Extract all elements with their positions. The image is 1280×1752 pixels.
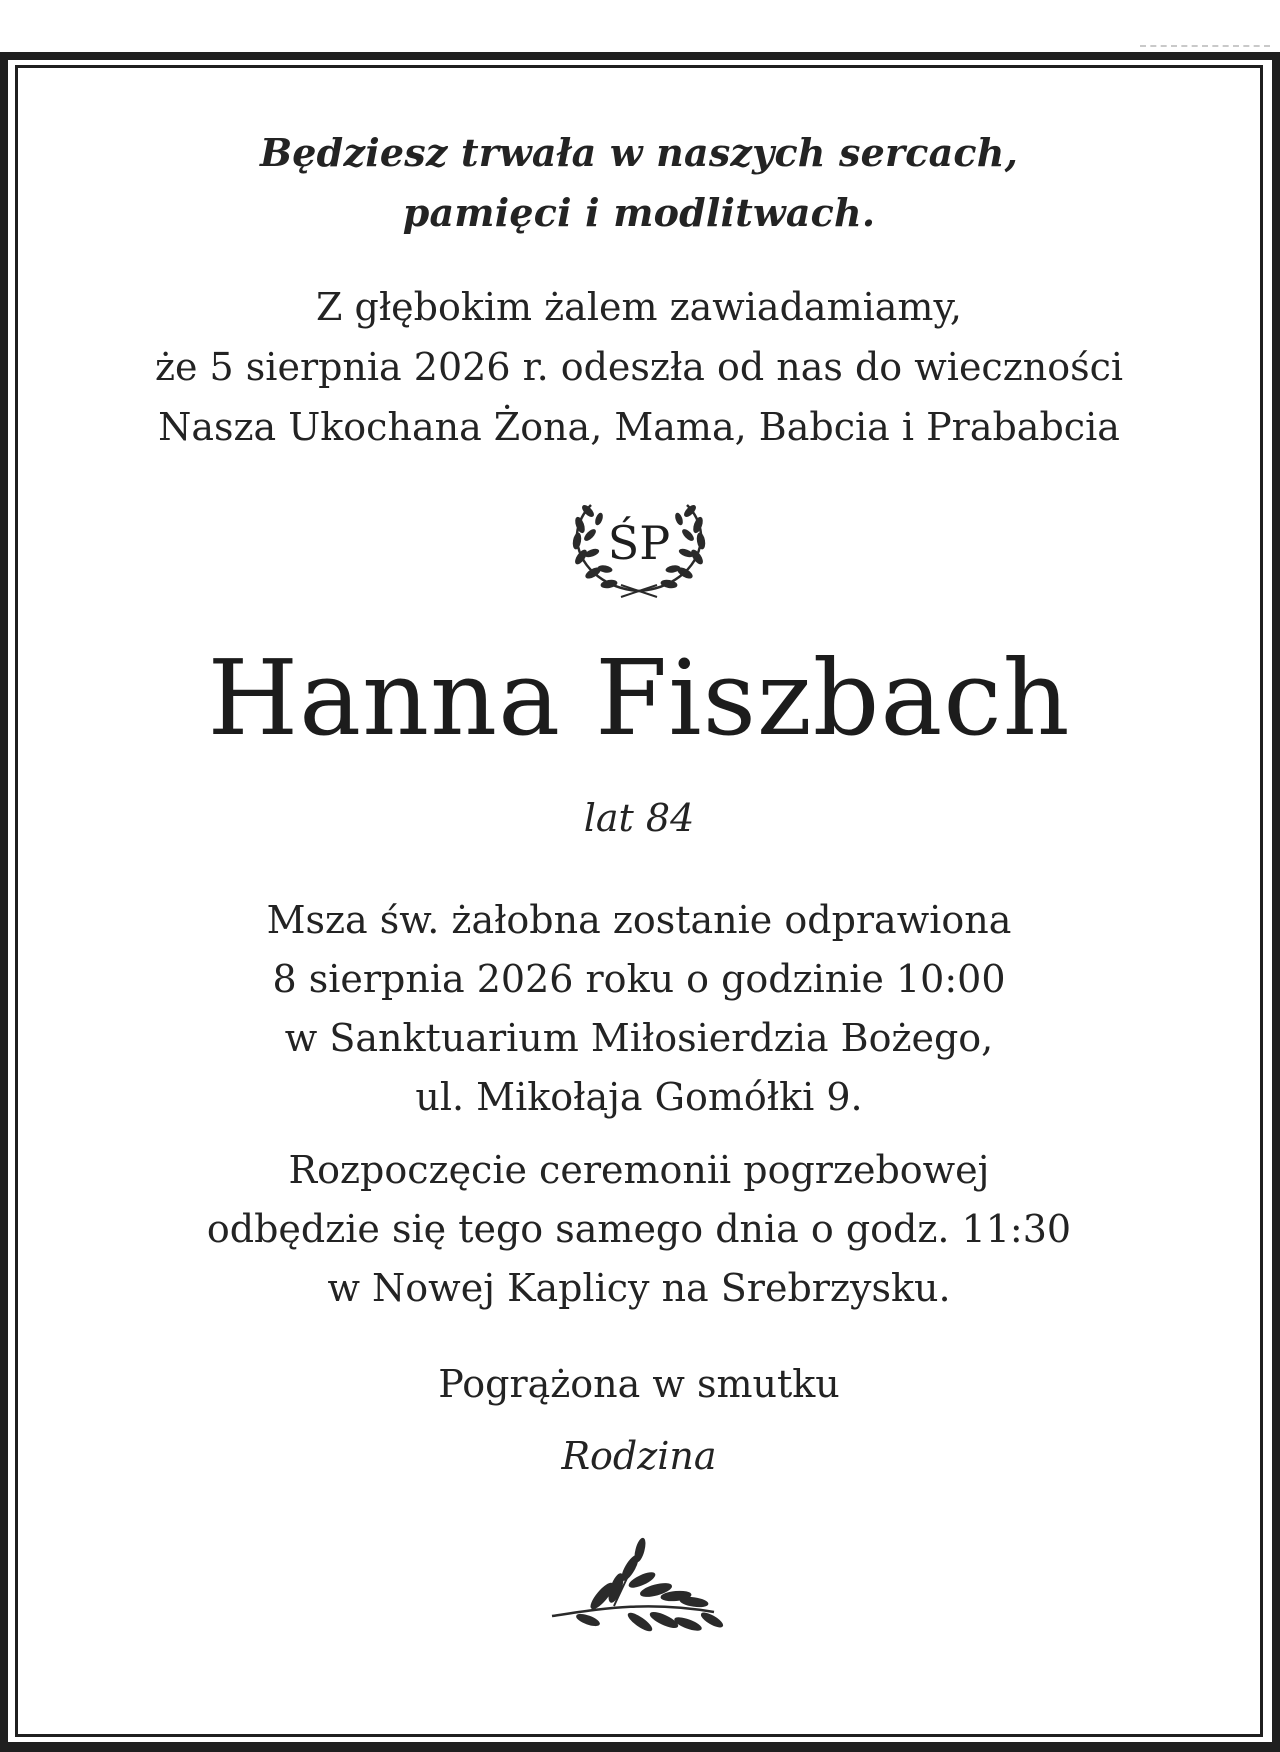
- olive-branch-ornament: [544, 1534, 734, 1644]
- sp-abbreviation: ŚP: [607, 516, 671, 570]
- mourning-phrase: Pogrążona w smutku: [438, 1362, 840, 1406]
- motto: [18, 123, 1260, 243]
- mass-line: w Sanktuarium Miłosierdzia Bożego,: [284, 1016, 994, 1060]
- mass-line: 8 sierpnia 2026 roku o godzinie 10:00: [272, 957, 1006, 1001]
- mass-line: Msza św. żałobna zostanie odprawiona: [266, 898, 1012, 942]
- deceased-name: Hanna Fiszbach: [207, 637, 1071, 759]
- ceremony-details: [18, 1141, 1260, 1318]
- ceremony-line: w Nowej Kaplicy na Srebrzysku.: [327, 1266, 951, 1310]
- ceremony-line: Rozpoczęcie ceremonii pogrzebowej: [288, 1148, 990, 1192]
- announcement-line: Nasza Ukochana Żona, Mama, Babcia i Prababcia: [158, 405, 1120, 449]
- olive-branch-icon: [544, 1534, 734, 1644]
- mass-line: ul. Mikołaja Gomółki 9.: [415, 1075, 863, 1119]
- obituary-notice: [18, 68, 1260, 1644]
- announcement: [18, 277, 1260, 457]
- motto-line: pamięci i modlitwach.: [402, 190, 876, 235]
- announcement-line: Z głębokim żalem zawiadamiamy,: [316, 285, 962, 329]
- ceremony-line: odbędzie się tego samego dnia o godz. 11:30: [206, 1207, 1072, 1251]
- sp-emblem: [559, 493, 719, 603]
- deceased-age: lat 84: [583, 796, 695, 840]
- mass-details: [18, 891, 1260, 1127]
- motto-line: Będziesz trwała w naszych sercach,: [259, 130, 1019, 175]
- page-edge-mark: [1140, 45, 1270, 47]
- signature: Rodzina: [561, 1434, 717, 1478]
- outer-border-bottom: [0, 1742, 1280, 1752]
- announcement-line: że 5 sierpnia 2026 r. odeszła od nas do wieczności: [154, 345, 1124, 389]
